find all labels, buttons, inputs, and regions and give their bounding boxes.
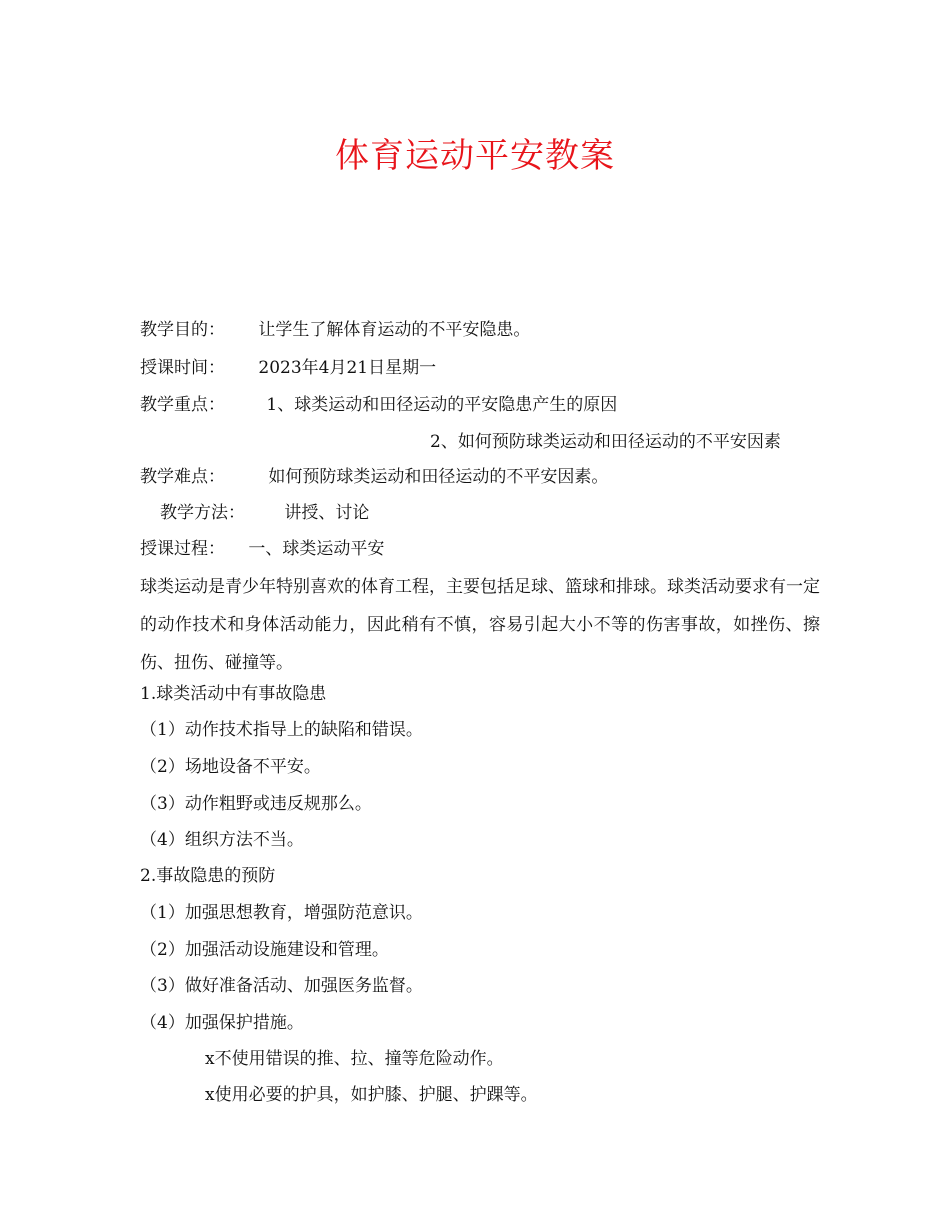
key-label: 教学重点： bbox=[140, 395, 225, 415]
section1-heading: 1.球类活动中有事故隐患 bbox=[140, 684, 327, 704]
key-row bbox=[140, 394, 617, 416]
method-value: 讲授、讨论 bbox=[284, 503, 370, 523]
section1-item: （1）动作技术指导上的缺陷和错误。 bbox=[140, 720, 423, 740]
process-label: 授课过程： bbox=[140, 539, 225, 559]
objective-value: 让学生了解体育运动的不平安隐患。 bbox=[258, 320, 531, 340]
section2-item: （2）加强活动设施建设和管理。 bbox=[140, 940, 389, 960]
section2-item: （1）加强思想教育，增强防范意识。 bbox=[140, 903, 423, 923]
section2-item: （3）做好准备活动、加强医务监督。 bbox=[140, 976, 423, 996]
process-value: 一、球类运动平安 bbox=[248, 539, 385, 559]
difficulty-row bbox=[140, 466, 608, 488]
difficulty-value: 如何预防球类运动和田径运动的不平安因素。 bbox=[268, 467, 609, 487]
section1-item: （3）动作粗野或违反规那么。 bbox=[140, 794, 372, 814]
time-row bbox=[140, 357, 436, 379]
key-value-1: 1、球类运动和田径运动的平安隐患产生的原因 bbox=[266, 395, 618, 415]
section2-heading: 2.事故隐患的预防 bbox=[140, 866, 276, 886]
objective-label: 教学目的： bbox=[140, 320, 225, 340]
method-row bbox=[160, 502, 369, 524]
objective-row bbox=[140, 319, 530, 341]
section2-item: （4）加强保护措施。 bbox=[140, 1013, 304, 1033]
difficulty-label: 教学难点： bbox=[140, 467, 225, 487]
time-label: 授课时间： bbox=[140, 358, 225, 378]
process-row bbox=[140, 538, 384, 560]
section1-item: （2）场地设备不平安。 bbox=[140, 757, 321, 777]
intro-paragraph: 球类运动是青少年特别喜欢的体育工程，主要包括足球、篮球和排球。球类活动要求有一定的动作技术和身体活动能力，因此稍有不慎，容易引起大小不等的伤害事故，如挫伤、擦伤、扭伤、碰撞等。 bbox=[140, 577, 820, 673]
key-row-2 bbox=[430, 431, 781, 453]
section2-subitem: x不使用错误的推、拉、撞等危险动作。 bbox=[205, 1049, 504, 1069]
section1-item: （4）组织方法不当。 bbox=[140, 830, 304, 850]
key-value-2: 2、如何预防球类运动和田径运动的不平安因素 bbox=[430, 432, 781, 452]
document-title: 体育运动平安教案 bbox=[335, 136, 615, 176]
section2-subitem: x使用必要的护具，如护膝、护腿、护踝等。 bbox=[205, 1085, 538, 1105]
method-label: 教学方法： bbox=[160, 503, 245, 523]
time-value: 2023年4月21日星期一 bbox=[258, 358, 437, 378]
